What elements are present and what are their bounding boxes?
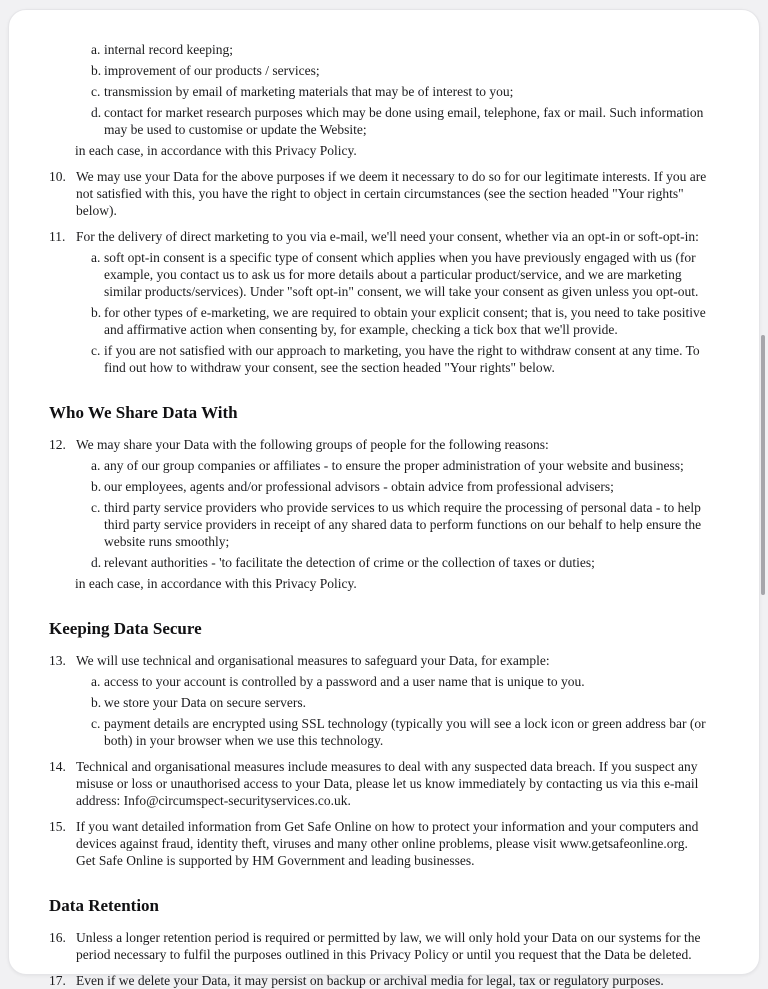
numbered-item: [49, 228, 709, 245]
item-text: Even if we delete your Data, it may persist on backup or archival media for legal, tax or regulatory purposes.: [76, 973, 664, 988]
sub-item-label: a.: [91, 250, 101, 265]
item-number: 14.: [49, 759, 66, 774]
sub-item: [91, 62, 709, 79]
sub-item-label: b.: [91, 305, 102, 320]
list-footer-note: in each case, in accordance with this Privacy Policy.: [75, 143, 357, 158]
sub-item-text: we store your Data on secure servers.: [104, 695, 307, 710]
item-text: We may use your Data for the above purposes if we deem it necessary to do so for our legitimate interests. If you are not satisfied with this, you have the right to object in certain circumstances (see the section headed "Your rights" below).: [76, 169, 707, 218]
numbered-item: [49, 972, 709, 989]
sub-item-label: d.: [91, 555, 102, 570]
sub-item-label: b.: [91, 479, 102, 494]
sub-item: [91, 457, 709, 474]
numbered-item: [49, 436, 709, 453]
list-footer-note: in each case, in accordance with this Privacy Policy.: [75, 576, 357, 591]
item-number: 11.: [49, 229, 66, 244]
numbered-item: [49, 818, 709, 869]
sub-item-label: a.: [91, 458, 101, 473]
sub-item-label: c.: [91, 500, 101, 515]
sub-item: [91, 104, 709, 138]
sub-item: [91, 715, 709, 749]
sub-item: [91, 83, 709, 100]
section-heading-who-we-share-data-with: Who We Share Data With: [49, 403, 238, 422]
sub-item: [91, 41, 709, 58]
numbered-item: [49, 168, 709, 219]
sub-item: [91, 554, 709, 571]
sub-item-label: b.: [91, 63, 102, 78]
sub-item-text: relevant authorities - 'to facilitate the detection of crime or the collection of taxes or duties;: [104, 555, 595, 570]
item-number: 13.: [49, 653, 66, 668]
item-text: Technical and organisational measures include measures to deal with any suspected data breach. If you suspect any misuse or loss or unauthorised access to your Data, please let us know immediately by contacting us via this e-mail address: Info@circumspect-securityservices.co.uk.: [76, 759, 699, 808]
sub-item-text: if you are not satisfied with our approach to marketing, you have the right to withdraw consent at any time. To find out how to withdraw your consent, see the section headed "Your rights" below.: [104, 343, 700, 375]
sub-item-label: b.: [91, 695, 102, 710]
numbered-item: [49, 652, 709, 669]
sub-item-text: any of our group companies or affiliates - to ensure the proper administration of your website and business;: [104, 458, 684, 473]
sub-item-text: improvement of our products / services;: [104, 63, 320, 78]
numbered-item: [49, 758, 709, 809]
scrollbar-thumb[interactable]: [761, 335, 765, 595]
item-text: We may share your Data with the following groups of people for the following reasons:: [76, 437, 549, 452]
sub-item-text: third party service providers who provide services to us which require the processing of personal data - to help third party service providers in receipt of any shared data to perform functions on our behalf to help ensure the website runs smoothly;: [104, 500, 702, 549]
sub-item-text: contact for market research purposes which may be done using email, telephone, fax or mail. Such information may be used to customise or update the Website;: [104, 105, 704, 137]
sub-item: [91, 342, 709, 376]
privacy-policy-content: [9, 10, 759, 989]
sub-item: [91, 673, 709, 690]
document-page: [8, 9, 760, 988]
sub-item: [91, 249, 709, 300]
sub-item-label: c.: [91, 716, 101, 731]
sub-item-label: a.: [91, 674, 101, 689]
sub-item: [91, 694, 709, 711]
item-number: 16.: [49, 930, 66, 945]
sub-item-text: transmission by email of marketing materials that may be of interest to you;: [104, 84, 514, 99]
item-text: For the delivery of direct marketing to you via e-mail, we'll need your consent, whether via an opt-in or soft-opt-in:: [76, 229, 699, 244]
sub-item: [91, 304, 709, 338]
sub-item: [91, 499, 709, 550]
sub-item: [91, 478, 709, 495]
numbered-item: [49, 929, 709, 963]
sub-item-label: d.: [91, 105, 102, 120]
sub-item-text: soft opt-in consent is a specific type of consent which applies when you have previously engaged with us (for example, you contact us to ask us for more details about a particular product/service, and we are marketing similar products/services). Under "soft opt-in" consent, we will take your consent as given unless you opt-out.: [104, 250, 699, 299]
section-heading-keeping-data-secure: Keeping Data Secure: [49, 619, 202, 638]
sub-item-text: our employees, agents and/or professional advisors - obtain advice from professional advisers;: [104, 479, 614, 494]
sub-item-label: c.: [91, 84, 101, 99]
sub-item-text: access to your account is controlled by a password and a user name that is unique to you.: [104, 674, 585, 689]
sub-item-text: internal record keeping;: [104, 42, 233, 57]
sub-item-label: c.: [91, 343, 101, 358]
item-text: We will use technical and organisational measures to safeguard your Data, for example:: [76, 653, 550, 668]
sub-item-text: for other types of e-marketing, we are required to obtain your explicit consent; that is, you need to take positive and affirmative action when consenting by, for example, checking a tick box that we'll provide.: [104, 305, 706, 337]
item-number: 15.: [49, 819, 66, 834]
sub-item-text: payment details are encrypted using SSL technology (typically you will see a lock icon or green address bar (or both) in your browser when we use this technology.: [104, 716, 706, 748]
section-heading-data-retention: Data Retention: [49, 896, 160, 915]
sub-item-label: a.: [91, 42, 101, 57]
item-text: If you want detailed information from Get Safe Online on how to protect your information and your computers and devices against fraud, identity theft, viruses and many other online problems, please visit www.getsafeonline.org. Get Safe Online is supported by HM Government and leading businesses.: [76, 819, 699, 868]
item-text: Unless a longer retention period is required or permitted by law, we will only hold your Data on our systems for the period necessary to fulfil the purposes outlined in this Privacy Policy or until you request that the Data be deleted.: [76, 930, 701, 962]
item-number: 17.: [49, 973, 66, 988]
item-number: 10.: [49, 169, 66, 184]
item-number: 12.: [49, 437, 66, 452]
